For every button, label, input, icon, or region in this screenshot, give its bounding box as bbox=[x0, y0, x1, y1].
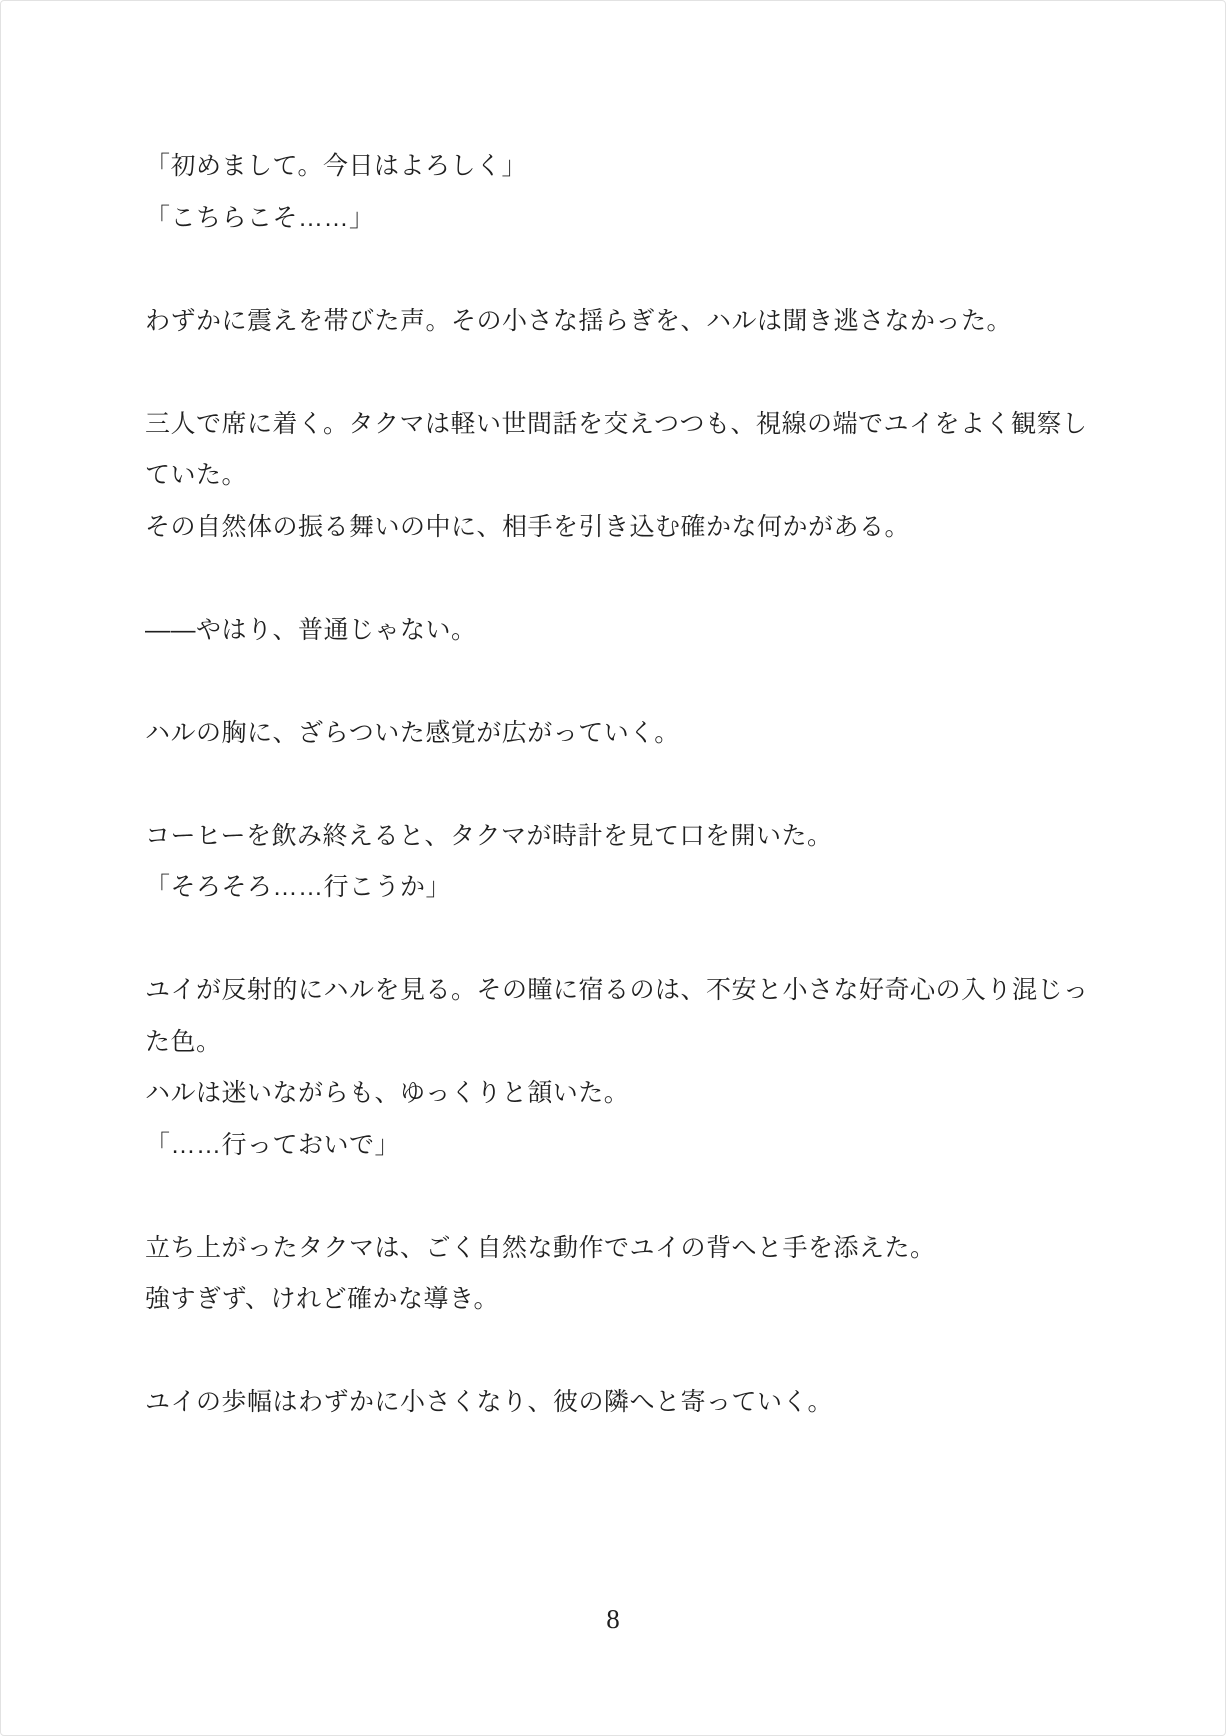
blank-line bbox=[145, 1171, 1085, 1223]
text-line: ユイが反射的にハルを見る。その瞳に宿るのは、不安と小さな好奇心の入り混じっ bbox=[145, 976, 1089, 1004]
text-line: わずかに震えを帯びた声。その小さな揺らぎを、ハルは聞き逃さなかった。 bbox=[145, 306, 1013, 335]
text-line: 「初めまして。今日はよろしく」 bbox=[145, 152, 528, 180]
page-number: 8 bbox=[606, 1604, 620, 1634]
page-body bbox=[145, 141, 1089, 1429]
text-line: ハルは迷いながらも、ゆっくりと頷いた。 bbox=[145, 1079, 630, 1107]
text-line: その自然体の振る舞いの中に、相手を引き込む確かな何かがある。 bbox=[145, 512, 911, 541]
page-footer bbox=[1, 1593, 1225, 1645]
text-line: 「こちらこそ……」 bbox=[145, 203, 375, 232]
blank-line bbox=[145, 914, 1085, 966]
text-line: 「そろそろ……行こうか」 bbox=[145, 873, 452, 901]
text-line: 三人で席に着く。タクマは軽い世間話を交えつつも、視線の端でユイをよく観察し bbox=[145, 409, 1088, 438]
text-line: ――やはり、普通じゃない。 bbox=[145, 615, 477, 644]
blank-line bbox=[145, 1326, 1085, 1378]
text-line: ユイの歩幅はわずかに小さくなり、彼の隣へと寄っていく。 bbox=[145, 1388, 834, 1416]
text-line: コーヒーを飲み終えると、タクマが時計を見て口を開いた。 bbox=[145, 821, 833, 850]
text-line: ていた。 bbox=[145, 461, 248, 489]
text-line: た色。 bbox=[145, 1027, 222, 1056]
blank-line bbox=[145, 759, 1085, 811]
text-line: ハルの胸に、ざらついた感覚が広がっていく。 bbox=[145, 718, 680, 747]
blank-line bbox=[145, 347, 1085, 399]
text-line: 強すぎず、けれど確かな導き。 bbox=[145, 1285, 500, 1313]
blank-line bbox=[145, 656, 1085, 708]
blank-line bbox=[145, 244, 1085, 296]
blank-line bbox=[145, 553, 1085, 605]
text-line: 立ち上がったタクマは、ごく自然な動作でユイの背へと手を添えた。 bbox=[145, 1233, 936, 1262]
text-line: 「……行っておいで」 bbox=[145, 1130, 401, 1159]
